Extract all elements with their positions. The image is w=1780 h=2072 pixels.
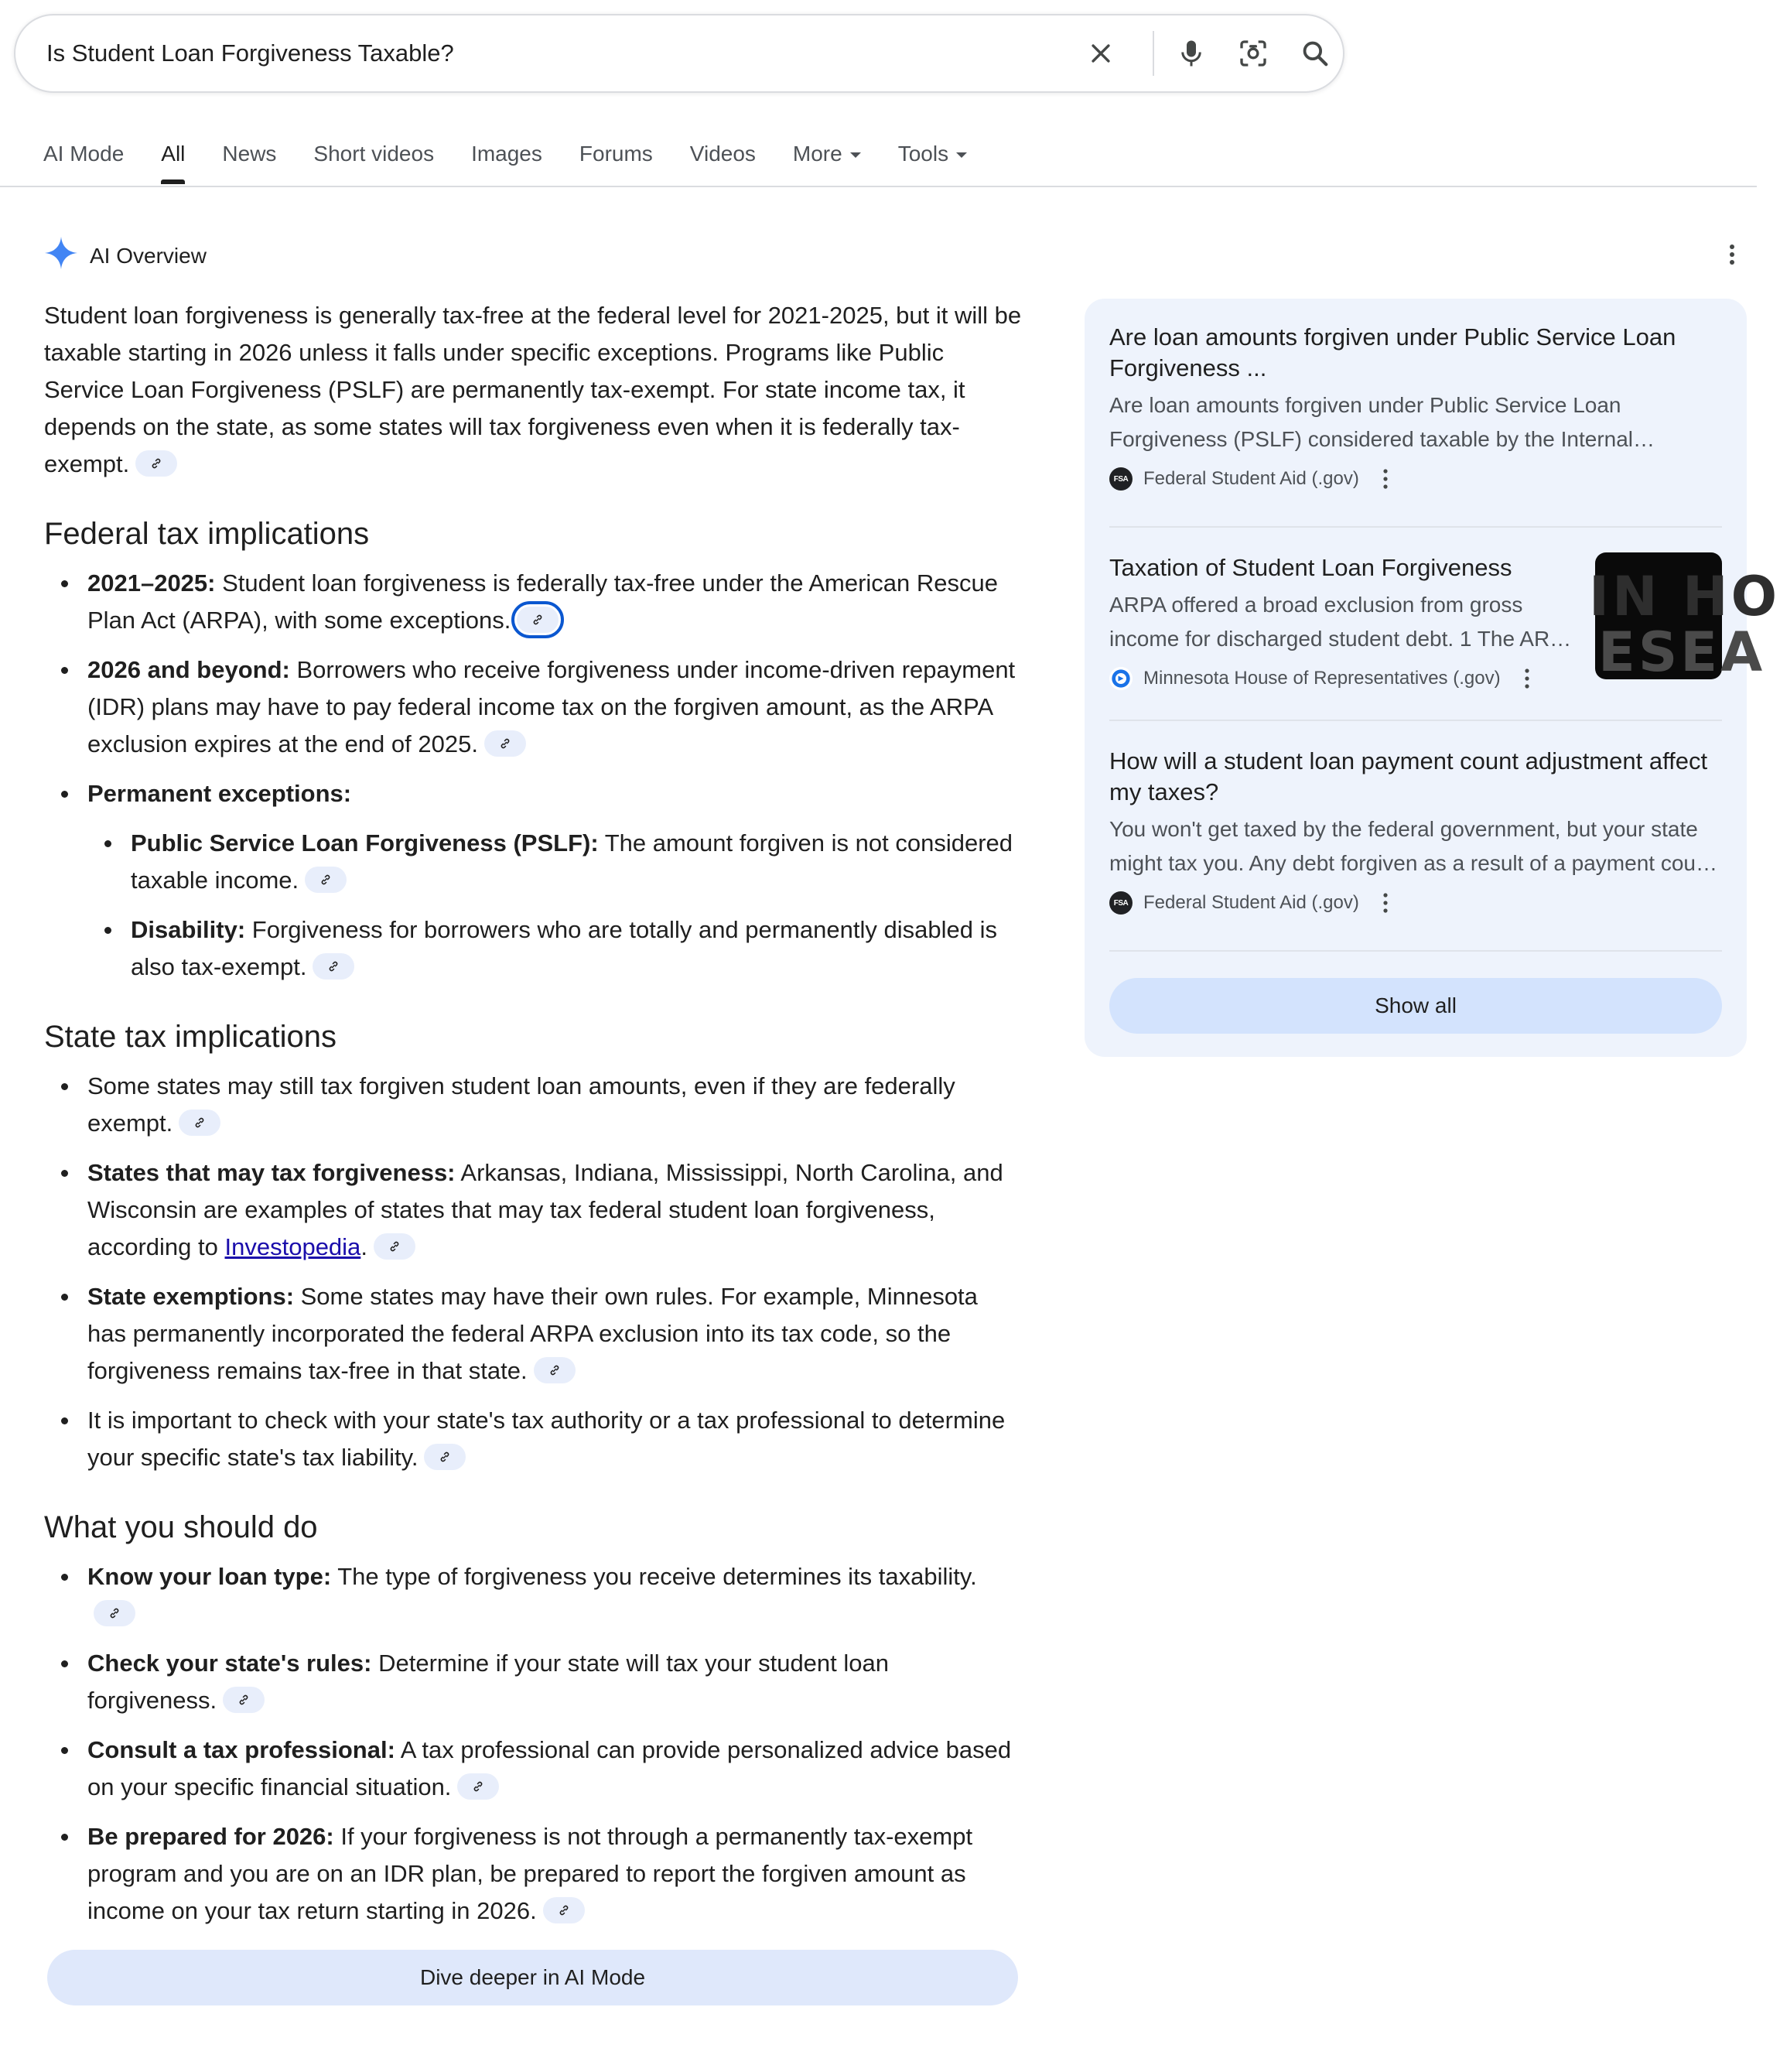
source-attribution: [1109, 891, 1722, 915]
investopedia-link[interactable]: Investopedia: [224, 1233, 361, 1260]
item-text: Student loan forgiveness is federally tax-free under the American Rescue Plan Act (ARPA), with some exceptions.: [87, 569, 998, 634]
intro-text: Student loan forgiveness is generally tax-free at the federal level for 2021-2025, but it will be taxable starting in 2026 unless it falls under specific exceptions. Programs like Public Service Loan Forgiveness (PSLF) are permanently tax-exempt. For state income tax, it depends on the state, as some states will tax forgiveness even when it is federally tax-exempt.: [44, 302, 1022, 477]
item-text: Borrowers who receive forgiveness under income-driven repayment (IDR) plans may have to pay federal income tax on the forgiven amount, as the ARPA exclusion expires at the end of 2025.: [87, 656, 1016, 757]
list-item: [87, 1558, 1023, 1633]
tabs-divider: [0, 186, 1757, 187]
list-item: [87, 1732, 1023, 1806]
source-name: Federal Student Aid (.gov): [1143, 468, 1359, 489]
tab-more[interactable]: [793, 139, 861, 187]
item-label: States that may tax forgiveness:: [87, 1159, 456, 1186]
list-item: [87, 775, 1023, 986]
sparkle-icon: [43, 235, 79, 276]
item-label: State exemptions:: [87, 1283, 295, 1310]
ai-overview-content: [44, 297, 1023, 2005]
list-item: [87, 565, 1023, 639]
source-card[interactable]: [1109, 552, 1780, 690]
item-text: Arkansas, Indiana, Mississippi, North Carolina, and Wisconsin are examples of states that may tax federal student loan forgiveness, according to: [87, 1159, 1003, 1260]
source-snippet: income for discharged student debt. 1 The AR…: [1109, 627, 1572, 651]
source-snippet: Forgiveness (PSLF) considered taxable by the Internal…: [1109, 427, 1655, 451]
thumbnail-text: IN HO: [1589, 565, 1780, 628]
sources-panel: [1085, 299, 1780, 1057]
tab-forums[interactable]: Forums: [579, 142, 653, 166]
tab-news[interactable]: News: [222, 142, 277, 166]
item-text: The amount forgiven is not considered taxable income.: [131, 829, 1013, 894]
source-card[interactable]: [1109, 322, 1722, 491]
citation-link-icon[interactable]: [374, 1233, 415, 1260]
citation-link-icon[interactable]: [94, 1600, 135, 1626]
citation-link-icon[interactable]: [517, 607, 559, 633]
source-name: Federal Student Aid (.gov): [1143, 892, 1359, 913]
close-icon[interactable]: [1081, 34, 1120, 73]
item-text: Determine if your state will tax your student loan forgiveness.: [87, 1650, 889, 1714]
show-all-button[interactable]: Show all: [1109, 978, 1722, 1034]
tab-images[interactable]: Images: [471, 142, 542, 166]
tab-all[interactable]: All: [161, 139, 185, 187]
chevron-down-icon: [850, 152, 861, 158]
item-text: It is important to check with your state's tax authority or a tax professional to determine your specific state's tax liability.: [87, 1407, 1006, 1471]
search-icon[interactable]: [1296, 34, 1334, 73]
todo-heading: What you should do: [44, 1510, 318, 1544]
citation-link-icon[interactable]: [135, 450, 177, 477]
citation-link-icon[interactable]: [534, 1357, 576, 1383]
list-item: [131, 911, 1023, 986]
list-item: [87, 651, 1023, 763]
card-divider: [1109, 720, 1722, 721]
ai-overview-header: [43, 235, 207, 276]
item-text: Forgiveness for borrowers who are totally and permanently disabled is also tax-exempt.: [131, 916, 997, 980]
source-title[interactable]: How will a student loan payment count adjustment affect my taxes?: [1109, 747, 1708, 805]
list-item: [87, 1154, 1023, 1266]
thumbnail-text: ESEA: [1598, 621, 1766, 684]
citation-link-icon[interactable]: [179, 1110, 220, 1136]
item-label: Consult a tax professional:: [87, 1736, 395, 1763]
citation-link-icon[interactable]: [313, 953, 354, 980]
source-attribution: [1109, 467, 1722, 491]
tab-more-label: More: [792, 142, 842, 166]
citation-link-icon[interactable]: [305, 867, 347, 893]
list-item: [87, 1402, 1023, 1476]
state-list: [44, 1068, 1023, 1476]
source-snippet: might tax you. Any debt forgiven as a result of a payment cou…: [1109, 851, 1717, 875]
source-snippet: You won't get taxed by the federal government, but your state: [1109, 817, 1698, 841]
list-item: [87, 1645, 1023, 1719]
list-item: [87, 1818, 1023, 1930]
item-label: Be prepared for 2026:: [87, 1823, 334, 1850]
item-text: If your forgiveness is not through a permanently tax-exempt program and you are on an IDR plan, be prepared to report the forgiven amount as income on your tax return starting in 2026.: [87, 1823, 973, 1924]
list-item: [87, 1278, 1023, 1390]
item-label: 2021–2025:: [87, 569, 216, 597]
list-item: [131, 825, 1023, 899]
more-options-icon[interactable]: [1376, 467, 1395, 491]
citation-link-icon[interactable]: [424, 1444, 466, 1470]
more-options-icon[interactable]: [1719, 241, 1745, 268]
exceptions-list: [87, 825, 1023, 986]
tab-videos[interactable]: Videos: [689, 142, 756, 166]
source-snippet: Are loan amounts forgiven under Public Service Loan: [1109, 393, 1621, 417]
citation-link-icon[interactable]: [484, 730, 526, 757]
citation-link-icon[interactable]: [543, 1897, 585, 1923]
tab-short-videos[interactable]: Short videos: [313, 142, 435, 166]
item-label: Public Service Loan Forgiveness (PSLF):: [131, 829, 599, 856]
card-divider: [1109, 950, 1722, 952]
citation-link-icon[interactable]: [457, 1773, 499, 1800]
item-label: Check your state's rules:: [87, 1650, 372, 1677]
item-label: Disability:: [131, 916, 246, 943]
item-label: Know your loan type:: [87, 1563, 332, 1590]
list-item: [87, 1068, 1023, 1142]
source-title[interactable]: Are loan amounts forgiven under Public Service Loan Forgiveness ...: [1109, 323, 1676, 381]
tab-tools-label: Tools: [897, 142, 949, 166]
chevron-down-icon: [956, 152, 967, 158]
tab-ai-mode[interactable]: AI Mode: [43, 142, 125, 166]
dive-deeper-button[interactable]: Dive deeper in AI Mode: [47, 1950, 1018, 2005]
fsa-favicon-icon: FSA: [1109, 891, 1133, 915]
source-title[interactable]: Taxation of Student Loan Forgiveness: [1109, 554, 1512, 581]
more-options-icon[interactable]: [1376, 891, 1395, 915]
item-label: Permanent exceptions:: [87, 780, 352, 807]
source-name: Minnesota House of Representatives (.gov): [1143, 668, 1501, 689]
camera-lens-icon[interactable]: [1234, 34, 1273, 73]
ai-overview-label: AI Overview: [90, 243, 207, 268]
tab-tools[interactable]: [898, 139, 967, 187]
item-text: Some states may still tax forgiven student loan amounts, even if they are federally exempt.: [87, 1072, 955, 1137]
card-divider: [1109, 526, 1722, 528]
search-bar[interactable]: [14, 14, 1344, 93]
item-text: A tax professional can provide personalized advice based on your specific financial situation.: [87, 1736, 1012, 1800]
microphone-icon[interactable]: [1172, 34, 1211, 73]
fsa-favicon-icon: FSA: [1109, 467, 1133, 491]
source-card[interactable]: [1109, 746, 1722, 915]
citation-link-icon[interactable]: [223, 1687, 265, 1713]
federal-list: [44, 565, 1023, 986]
item-text: .: [360, 1233, 367, 1260]
overview-intro: [44, 297, 1023, 483]
todo-list: [44, 1558, 1023, 1930]
globe-icon: [1109, 667, 1133, 690]
more-options-icon[interactable]: [1518, 667, 1536, 690]
source-snippet: ARPA offered a broad exclusion from gross: [1109, 593, 1523, 617]
source-thumbnail[interactable]: [1589, 552, 1780, 684]
state-heading: State tax implications: [44, 1020, 337, 1054]
search-tabs: [43, 139, 1004, 187]
item-text: Some states may have their own rules. For example, Minnesota has permanently incorporated the federal ARPA exclusion into its tax code, so the forgiveness remains tax-free in that state.: [87, 1283, 978, 1384]
search-divider: [1153, 31, 1154, 76]
item-label: 2026 and beyond:: [87, 656, 290, 683]
search-query[interactable]: Is Student Loan Forgiveness Taxable?: [46, 39, 454, 67]
item-text: The type of forgiveness you receive determines its taxability.: [331, 1563, 977, 1590]
federal-heading: Federal tax implications: [44, 517, 370, 551]
